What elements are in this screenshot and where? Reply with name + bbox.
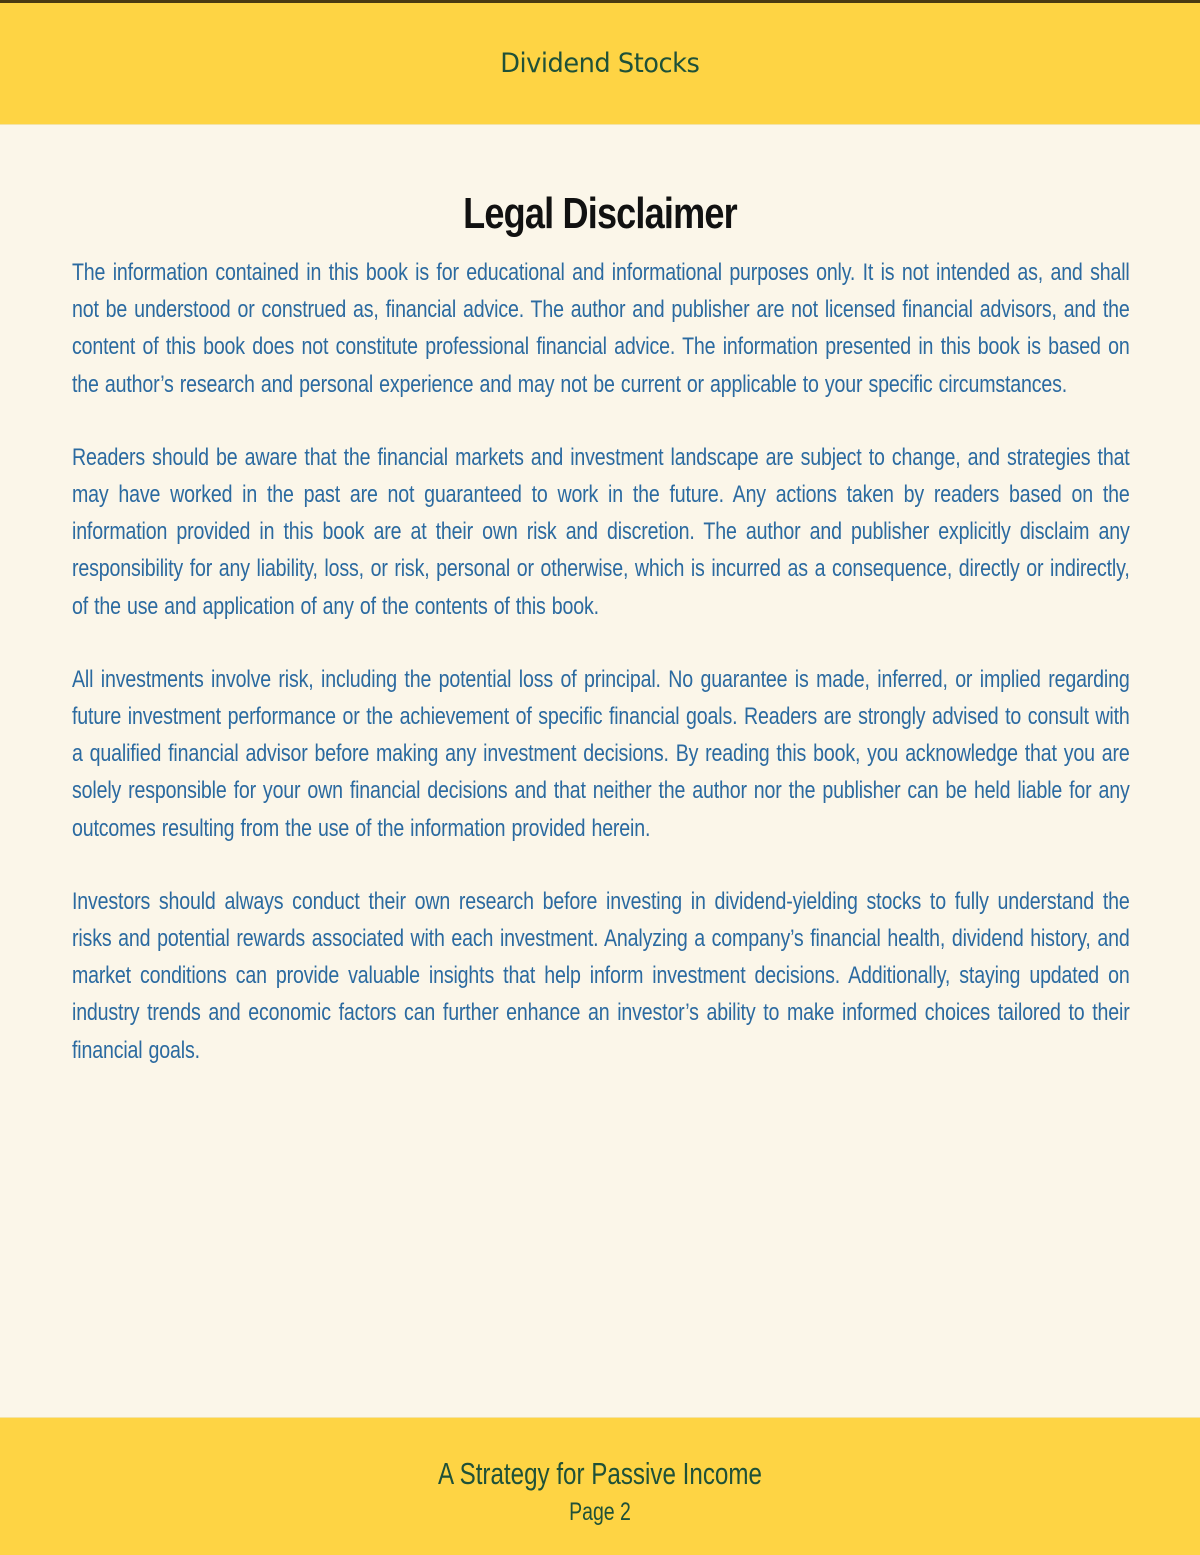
disclaimer-paragraph-3: All investments involve risk, including the potential loss of principal. No guarantee is made, inferred, or implied regarding future investment performance or the achievement of specific financial goals. Readers are strongly advised to consult with a qualified financial advisor before making any investment decisions. By reading this book, you acknowledge that you are solely responsible for your own financial decisions and that neither the author nor the publisher can be held liable for any outcomes resulting from the use of the information provided herein. — [72, 665, 1130, 842]
footer-banner — [0, 1418, 1200, 1555]
header-banner — [0, 3, 1200, 124]
disclaimer-paragraph-4: Investors should always conduct their own research before investing in dividend-yielding stocks to fully understand the risks and potential rewards associated with each investment. Analyzing a company’s financial health, dividend history, and market conditions can provide valuable insights that help inform investment decisions. Additionally, staying updated on industry trends and economic factors can further enhance an investor’s ability to make informed choices tailored to their financial goals. — [72, 887, 1130, 1064]
disclaimer-paragraph-1: The information contained in this book is for educational and informational purposes only. It is not intended as, and shall not be understood or construed as, financial advice. The author and publisher are not licensed financial advisors, and the content of this book does not constitute professional financial advice. The information presented in this book is based on the author’s research and personal experience and may not be current or applicable to your specific circumstances. — [72, 259, 1130, 398]
disclaimer-paragraph-2: Readers should be aware that the financial markets and investment landscape are subject to change, and strategies that may have worked in the past are not guaranteed to work in the future. Any actions taken by readers based on the information provided in this book are at their own risk and discretion. The author and publisher explicitly disclaim any responsibility for any liability, loss, or risk, personal or otherwise, which is incurred as a consequence, directly or indirectly, of the use and application of any of the contents of this book. — [72, 443, 1130, 620]
footer-subtitle: A Strategy for Passive Income — [438, 1456, 762, 1491]
page-title: Legal Disclaimer — [463, 189, 737, 238]
disclaimer-content — [72, 254, 1130, 1105]
book-title: Dividend Stocks — [500, 48, 700, 79]
page-number: Page 2 — [569, 1498, 631, 1526]
